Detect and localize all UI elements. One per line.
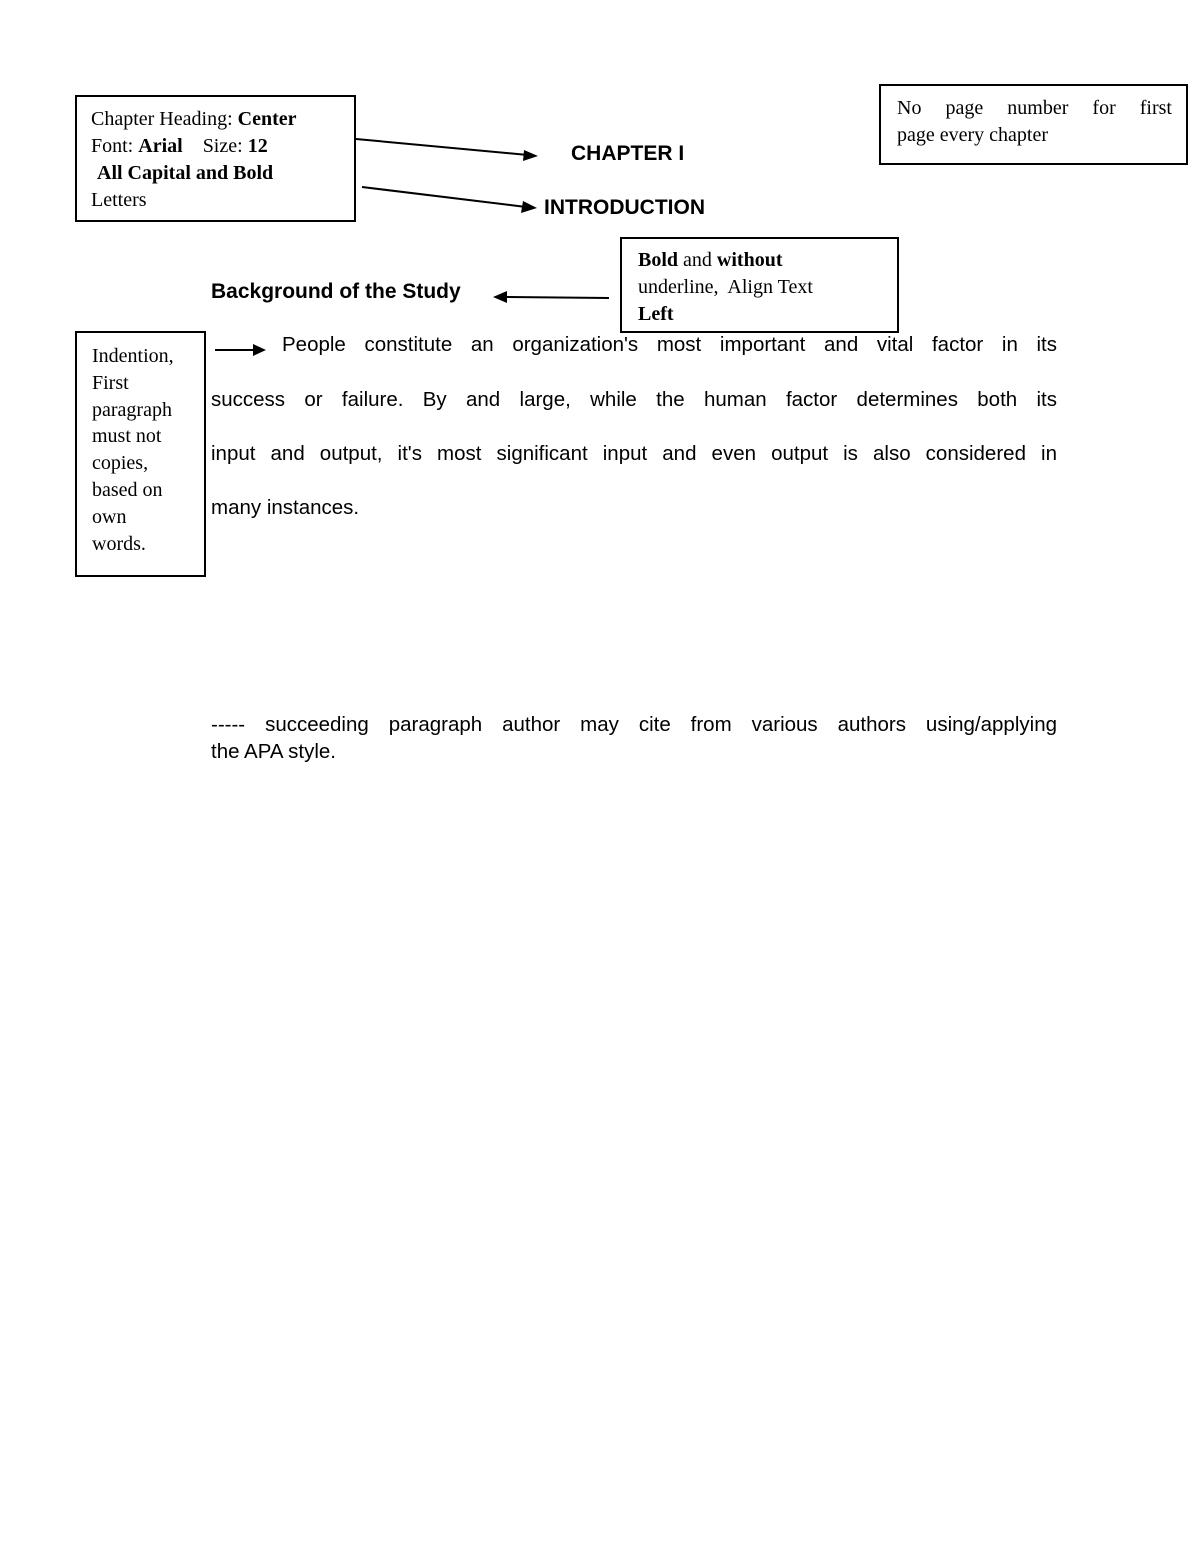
chapter-title: CHAPTER I	[571, 142, 685, 165]
annotation-word: number	[1007, 97, 1069, 119]
annotation-line: copies,	[92, 452, 149, 475]
annotation-word: for	[1092, 97, 1116, 119]
paragraph-line: People constitute an organization's most important and vital factor in its	[282, 333, 1057, 356]
annotation-line: paragraph	[92, 398, 172, 421]
annotation-line: Indention,	[92, 345, 174, 367]
annotation-word: No	[897, 97, 922, 119]
indent-arrow	[215, 344, 266, 356]
arrow-to-chapter-title	[356, 139, 538, 161]
annotation-label: Letters	[91, 189, 147, 211]
annotation-line: own	[92, 505, 127, 528]
indention-annotation	[75, 331, 206, 577]
paragraph-line: many instances.	[211, 496, 360, 519]
annotation-value: without	[716, 249, 783, 271]
annotation-label: underline, Align Text	[638, 276, 813, 298]
annotation-value: All Capital and Bold	[97, 162, 274, 184]
section-heading: Background of the Study	[211, 280, 461, 303]
chapter-subtitle: INTRODUCTION	[544, 196, 705, 219]
annotation-label: Font:	[91, 135, 139, 157]
annotation-line: words.	[92, 532, 146, 555]
annotation-word: page	[945, 97, 984, 119]
note-line: ----- succeeding paragraph author may cite from various authors using/applying	[211, 713, 1057, 736]
annotation-value: Bold	[638, 249, 679, 271]
annotation-line: based on	[92, 478, 163, 501]
annotation-value: 12	[247, 135, 268, 157]
annotation-value: Center	[237, 108, 297, 130]
annotation-label: Chapter Heading:	[91, 108, 238, 130]
annotation-value: Left	[638, 303, 674, 325]
arrow-to-chapter-subtitle	[362, 187, 537, 213]
annotation-line: First	[92, 371, 129, 394]
chapter-heading-annotation	[75, 95, 356, 222]
arrow-to-section-heading	[493, 291, 609, 303]
annotation-line	[897, 95, 1172, 122]
paragraph-line: input and output, it's most significant input and even output is also considered in	[211, 442, 1057, 465]
annotation-value: Arial	[138, 135, 183, 157]
section-heading-annotation	[620, 237, 899, 333]
annotation-label: Size:	[202, 135, 248, 157]
annotation-label: and	[678, 249, 717, 271]
annotation-line: must not	[92, 425, 162, 448]
annotation-line: page every chapter	[897, 124, 1049, 146]
page-number-annotation	[879, 84, 1188, 165]
paragraph-line: success or failure. By and large, while the human factor determines both its	[211, 388, 1057, 411]
annotation-word: first	[1139, 97, 1172, 119]
note-line: the APA style.	[211, 740, 336, 763]
